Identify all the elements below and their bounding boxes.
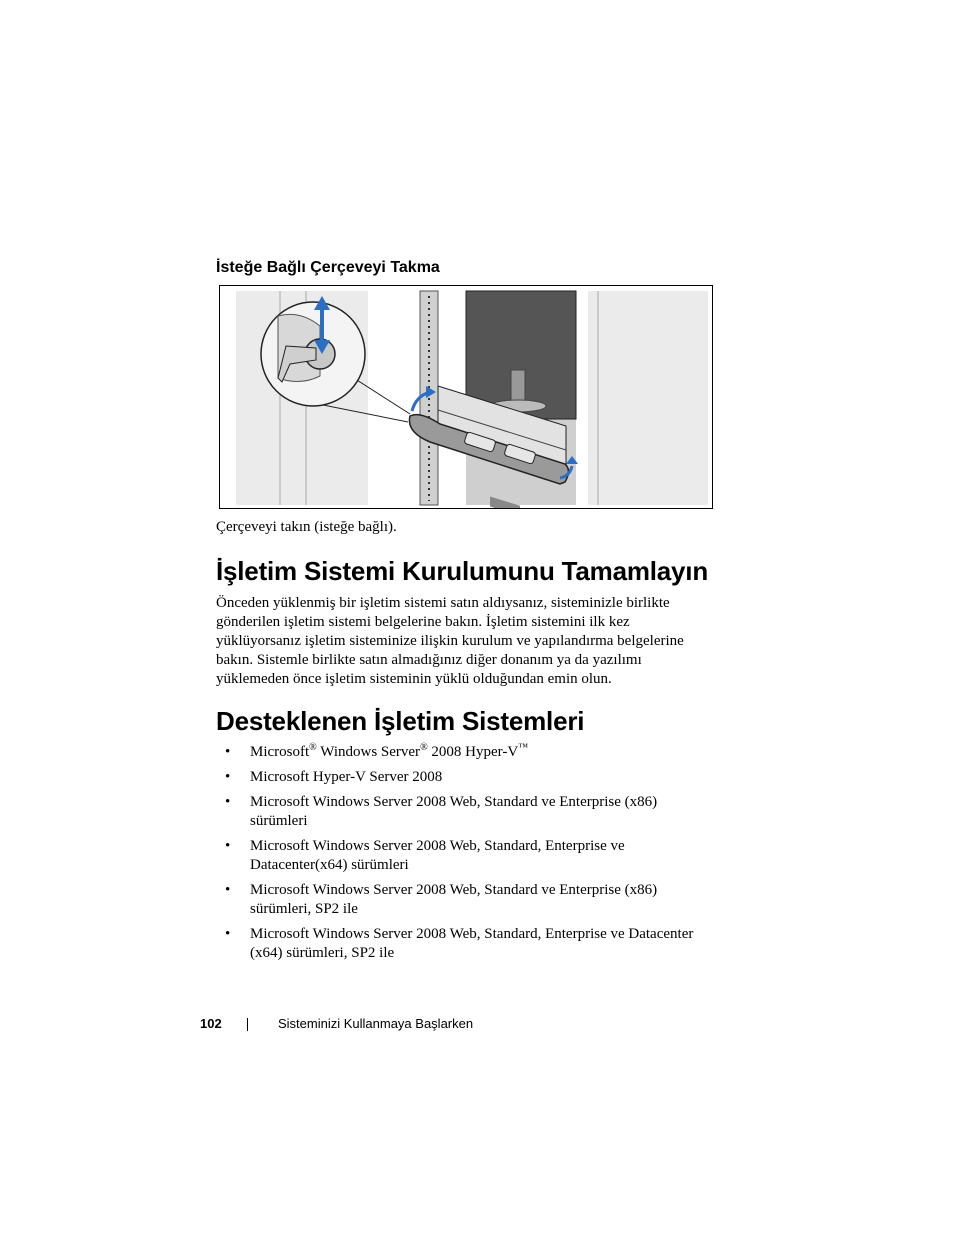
- page-number: 102: [200, 1016, 222, 1031]
- bullet: •: [225, 926, 231, 942]
- bullet: •: [225, 882, 231, 898]
- bullet: •: [225, 769, 231, 785]
- list-item: • Microsoft Windows Server 2008 Web, Standard, Enterprise ve Datacenter(x64) sürümleri: [225, 838, 625, 873]
- os-setup-heading: İşletim Sistemi Kurulumunu Tamamlayın: [216, 556, 709, 586]
- bullet: •: [225, 794, 231, 810]
- list-item: • Microsoft® Windows Server® 2008 Hyper-V™: [225, 742, 528, 760]
- section-subheading: İsteğe Bağlı Çerçeveyi Takma: [216, 259, 440, 276]
- footer-separator: [247, 1018, 248, 1031]
- list-item: • Microsoft Windows Server 2008 Web, Standard ve Enterprise (x86) sürümleri, SP2 ile: [225, 882, 658, 917]
- bezel-illustration: [219, 285, 713, 509]
- footer-chapter-title: Sisteminizi Kullanmaya Başlarken: [278, 1016, 474, 1031]
- figure-caption: Çerçeveyi takın (isteğe bağlı).: [216, 519, 397, 535]
- rack-bezel-drawing: [220, 286, 712, 508]
- right-wall-panel: [588, 291, 708, 505]
- bullet: •: [225, 744, 231, 760]
- os-setup-paragraph: Önceden yüklenmiş bir işletim sistemi satın aldıysanız, sisteminizle birlikte gönderilen işletim sistemi belgelerine bakın. İşletim sistemini ilk kez yüklüyorsanız işletim sisteminize ilişkin kurulum ve yapılandırma belgelerine bakın. Sistemle birlikte satın almadığınız diğer donanım ya da yazılımı yüklemeden önce işletim sisteminin yüklü olduğundan emin olun.: [216, 595, 684, 687]
- list-item: • Microsoft Windows Server 2008 Web, Standard, Enterprise ve Datacenter (x64) sürümleri, SP2 ile: [225, 926, 694, 961]
- list-item: • Microsoft Windows Server 2008 Web, Standard ve Enterprise (x86) sürümleri: [225, 794, 658, 829]
- supported-os-list: [216, 743, 716, 969]
- list-item: • Microsoft Hyper-V Server 2008: [225, 769, 443, 785]
- supported-os-heading: Desteklenen İşletim Sistemleri: [216, 706, 585, 736]
- bullet: •: [225, 838, 231, 854]
